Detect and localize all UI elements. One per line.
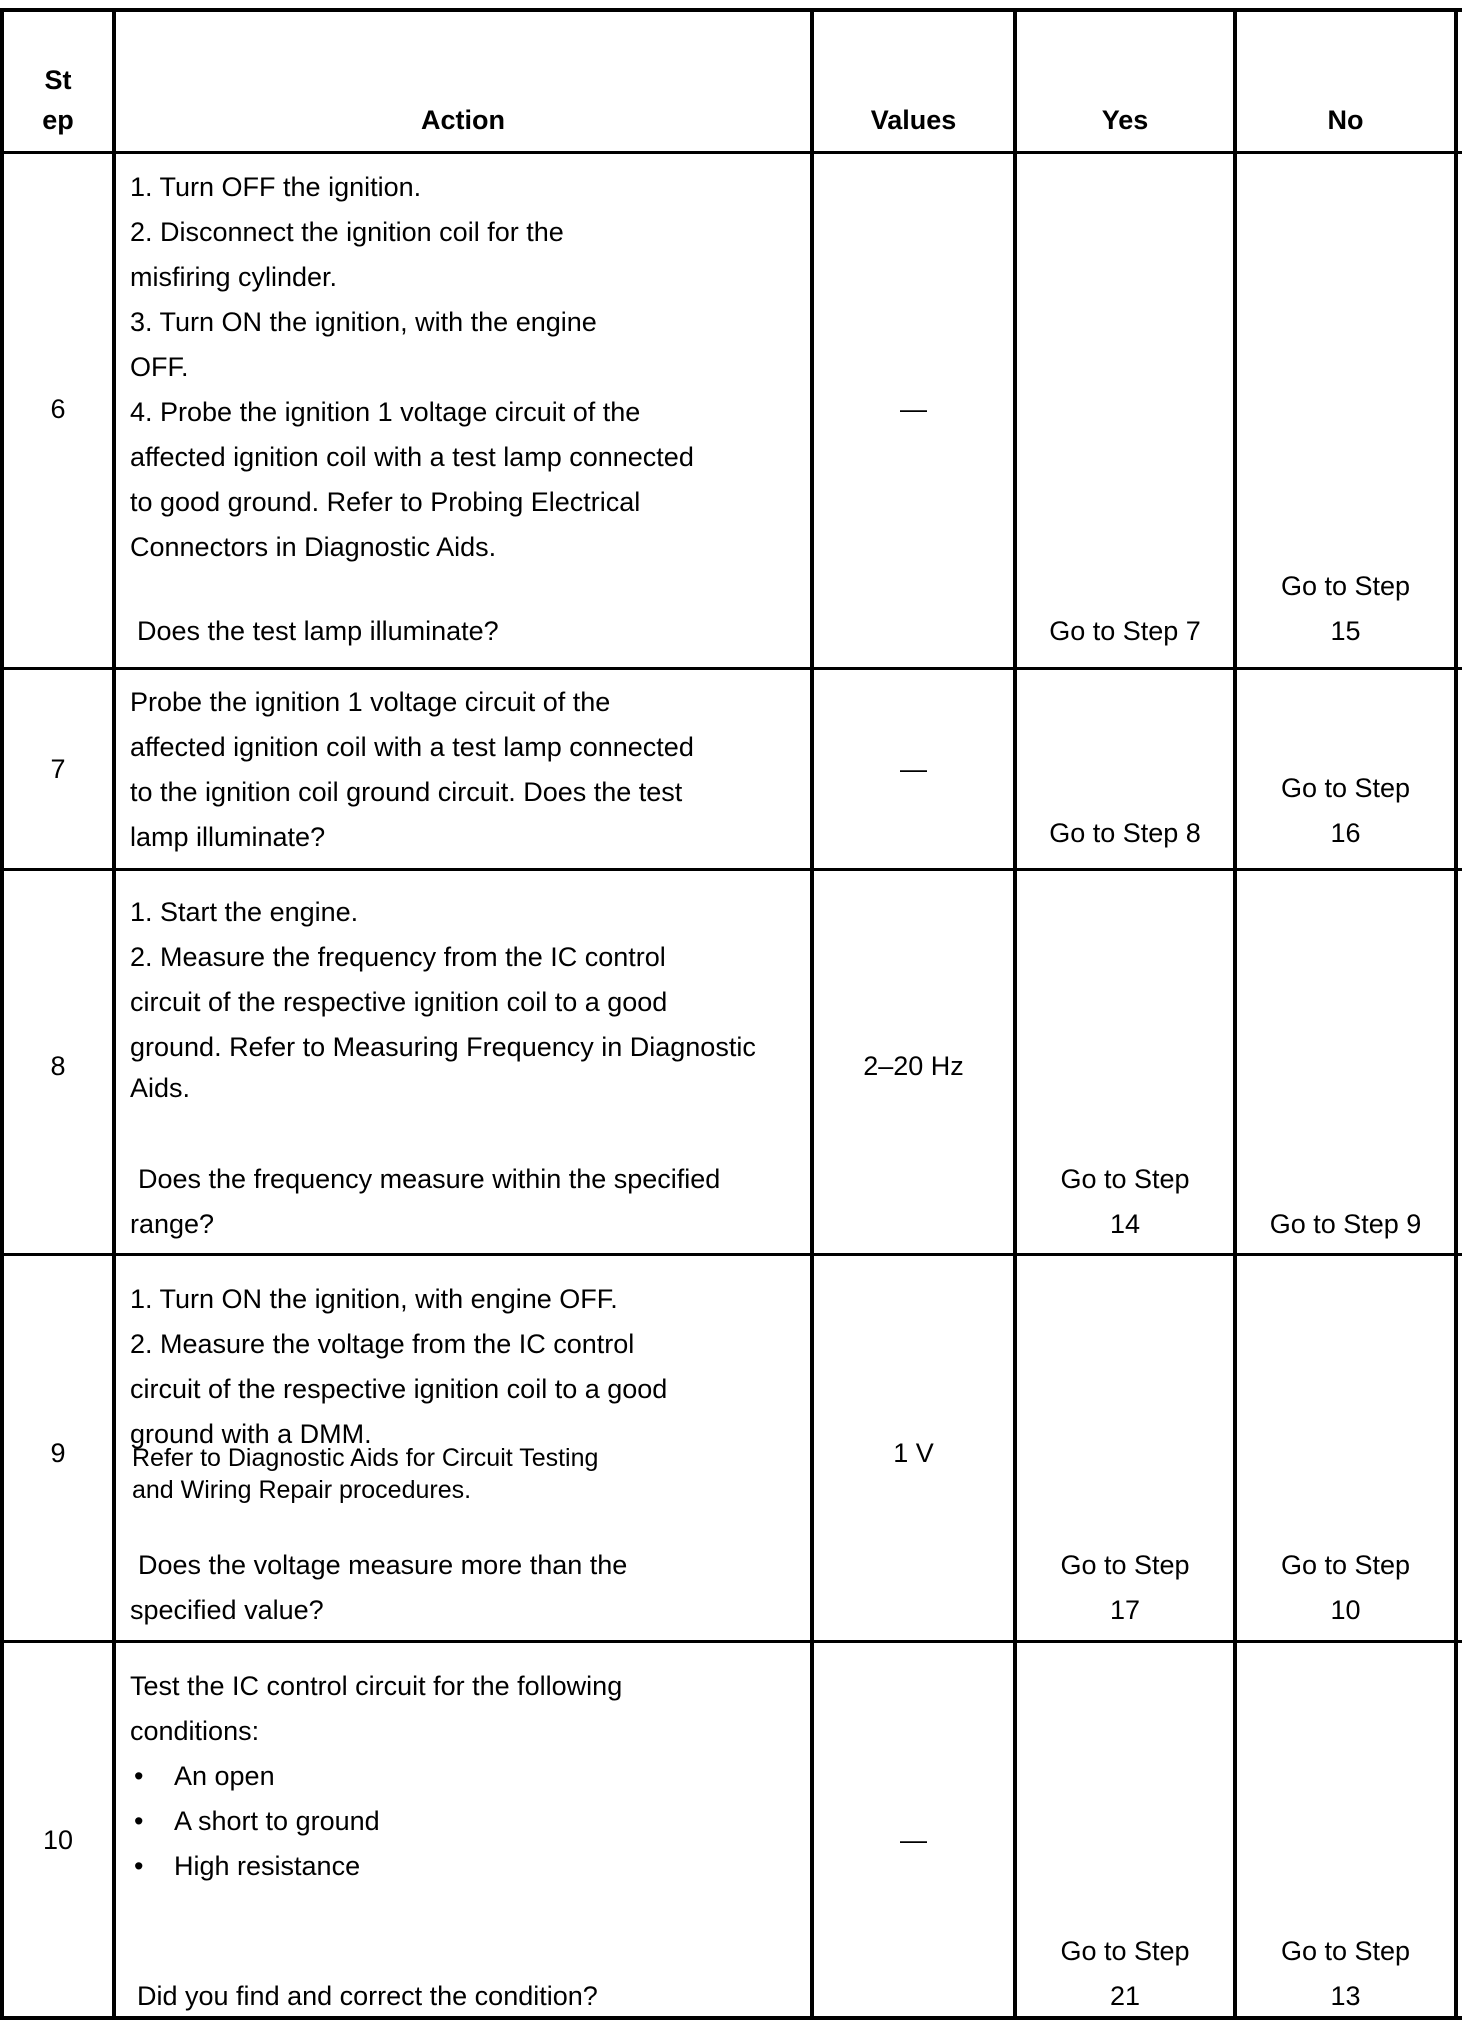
header-yes: Yes [1101,105,1149,135]
header-no: No [1327,105,1364,135]
bullet-icon: • [134,1806,144,1836]
no-line: Go to Step 9 [1269,1209,1422,1239]
col-divider [1233,8,1237,2020]
yes-line: 21 [1109,1981,1141,2011]
question-line: range? [130,1209,215,1239]
note-line: Refer to Diagnostic Aids for Circuit Testing [132,1444,599,1472]
question-line: Does the frequency measure within the specified [138,1164,721,1194]
no-line: Go to Step [1280,571,1411,601]
header-step-line-1: St [44,65,72,95]
step-number: 7 [50,754,66,784]
yes-line: 14 [1109,1209,1141,1239]
no-line: 16 [1330,818,1361,848]
action-line: Aids. [130,1073,191,1103]
action-line: Connectors in Diagnostic Aids. [130,532,497,562]
action-line: 1. Turn ON the ignition, with engine OFF. [130,1284,618,1314]
action-line: circuit of the respective ignition coil to a good [130,987,668,1017]
action-line: ground. Refer to Measuring Frequency in Diagnostic [130,1032,756,1062]
no-cell [1237,1543,1454,1633]
action-question [130,1543,810,1633]
no-line: 15 [1330,616,1361,646]
step-number: 10 [42,1825,74,1855]
note-line: and Wiring Repair procedures. [132,1476,472,1504]
action-note [132,1442,812,1506]
yes-line: Go to Step 8 [1049,818,1201,848]
header-values: Values [870,105,957,135]
header-step [4,60,112,140]
action-text [130,1277,810,1457]
value-cell: 2–20 Hz [863,1051,964,1081]
action-line: affected ignition coil with a test lamp connected [130,732,694,762]
action-text [130,890,810,1106]
row-divider [0,151,1462,154]
bullet-item [130,1799,810,1844]
action-line: OFF. [130,352,189,382]
step-number: 8 [50,1051,66,1081]
row-divider [0,1253,1462,1256]
no-line: 10 [1330,1595,1361,1625]
yes-line: Go to Step [1060,1936,1190,1966]
action-line: affected ignition coil with a test lamp connected [130,442,694,472]
action-line: 1. Turn OFF the ignition. [130,172,422,202]
action-question [137,609,807,654]
action-question [137,1974,807,2019]
bullet-icon: • [134,1851,144,1881]
bullet-item [130,1754,810,1799]
value-cell: 1 V [893,1438,934,1468]
action-line: ground with a DMM. [130,1419,372,1449]
table-border-right [1454,8,1458,2020]
yes-line: Go to Step [1060,1550,1190,1580]
action-line: conditions: [130,1716,260,1746]
action-question [130,1157,810,1247]
bullet-text: A short to ground [174,1806,380,1836]
action-line: 3. Turn ON the ignition, with the engine [130,307,597,337]
col-divider [112,8,116,2020]
row-divider [0,1640,1462,1643]
row-divider [0,667,1462,670]
no-cell [1237,1202,1454,1247]
action-line: Test the IC control circuit for the following [130,1671,623,1701]
bullet-text: High resistance [174,1851,361,1881]
action-line: 2. Measure the frequency from the IC control [130,942,666,972]
no-line: Go to Step [1280,773,1411,803]
yes-cell [1017,1543,1233,1633]
table-border-left [0,8,4,2020]
header-action: Action [421,105,505,135]
value-cell: — [900,1825,927,1855]
action-text [130,1664,810,1889]
question-line: specified value? [130,1595,324,1625]
bullet-item [130,1844,810,1889]
yes-cell [1017,811,1233,856]
no-line: Go to Step [1280,1550,1411,1580]
no-line: 13 [1330,1981,1361,2011]
action-text [130,680,810,860]
question-line: Does the test lamp illuminate? [137,616,499,646]
col-divider [810,8,814,2020]
action-line: lamp illuminate? [130,822,326,852]
action-line: Probe the ignition 1 voltage circuit of the [130,687,611,717]
col-divider [1013,8,1017,2020]
question-line: Does the voltage measure more than the [138,1550,628,1580]
step-number: 6 [50,394,66,424]
action-line: 4. Probe the ignition 1 voltage circuit of the [130,397,641,427]
action-line: 1. Start the engine. [130,897,359,927]
yes-line: 17 [1109,1595,1141,1625]
yes-cell [1017,609,1233,654]
no-cell [1237,1929,1454,2019]
yes-cell [1017,1157,1233,1247]
table-border-top [0,8,1462,12]
value-cell: — [900,394,927,424]
yes-line: Go to Step 7 [1049,616,1201,646]
action-line: to good ground. Refer to Probing Electrical [130,487,641,517]
step-number: 9 [50,1438,66,1468]
header-step-line-2: ep [42,105,74,135]
yes-cell [1017,1929,1233,2019]
no-line: Go to Step [1280,1936,1411,1966]
no-cell [1237,766,1454,856]
row-divider [0,868,1462,871]
action-line: circuit of the respective ignition coil to a good [130,1374,668,1404]
question-line: Did you find and correct the condition? [137,1981,598,2011]
yes-line: Go to Step [1060,1164,1190,1194]
bullet-text: An open [174,1761,275,1791]
no-cell [1237,564,1454,654]
action-line: misfiring cylinder. [130,262,338,292]
action-line: to the ignition coil ground circuit. Does the test [130,777,683,807]
bullet-icon: • [134,1761,144,1791]
action-line: 2. Disconnect the ignition coil for the [130,217,564,247]
value-cell: — [900,754,927,784]
action-line: 2. Measure the voltage from the IC control [130,1329,635,1359]
action-text [130,165,810,570]
